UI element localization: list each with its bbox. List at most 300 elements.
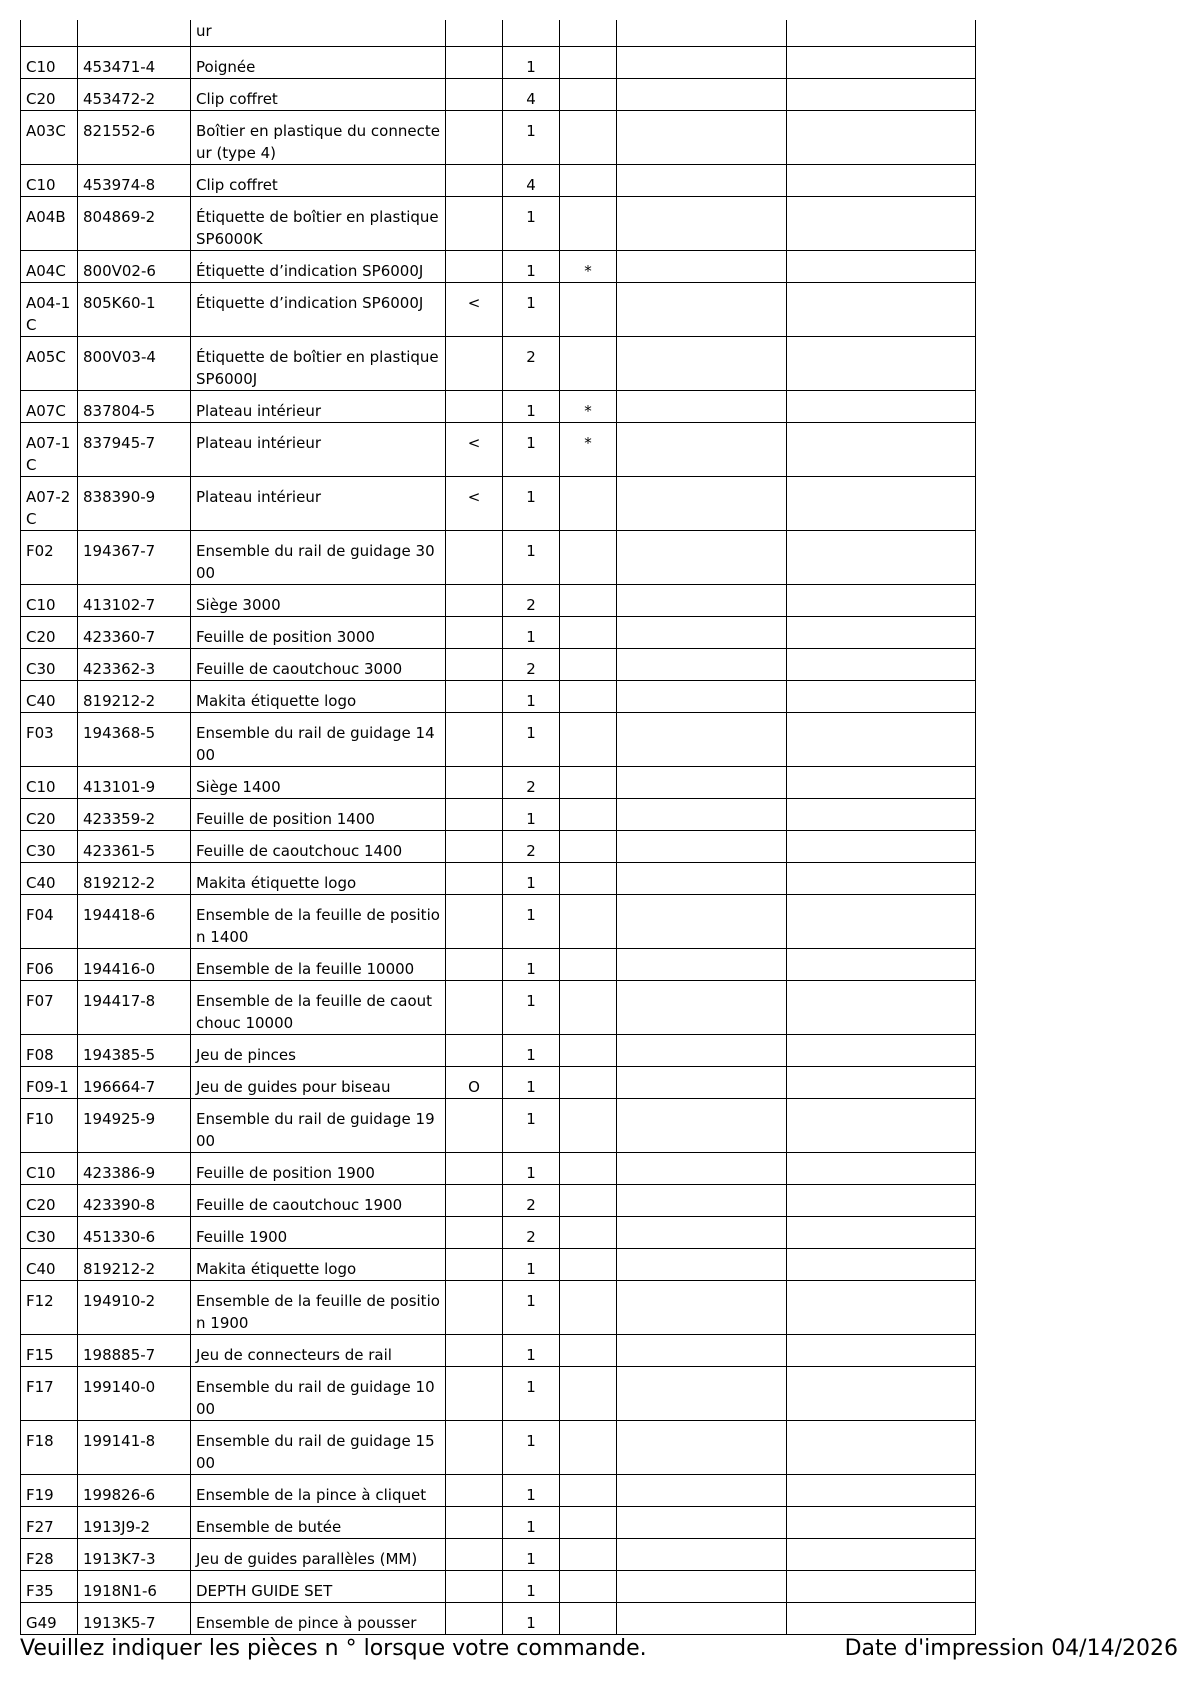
empty-cell: [617, 649, 787, 681]
part-number-cell: 453974-8: [78, 165, 191, 197]
order-instruction: Veuillez indiquer les pièces n ° lorsque votre commande.: [20, 1636, 647, 1661]
table-row: [21, 1335, 976, 1367]
ref-no-cell: F35: [21, 1571, 78, 1603]
note-cell: [560, 617, 617, 649]
ref-no-cell: A04-1C: [21, 283, 78, 337]
empty-cell: [787, 111, 976, 165]
note-cell: [560, 79, 617, 111]
empty-cell: [787, 1153, 976, 1185]
mark-cell: [446, 617, 503, 649]
part-number-cell: 1913K5-7: [78, 1603, 191, 1635]
part-number-cell: 423361-5: [78, 831, 191, 863]
ref-no-cell: F15: [21, 1335, 78, 1367]
table-row: [21, 79, 976, 111]
description-cell: Siège 3000: [191, 585, 446, 617]
empty-cell: [617, 197, 787, 251]
description-cell: Clip coffret: [191, 79, 446, 111]
empty-cell: [617, 799, 787, 831]
part-number-cell: 194385-5: [78, 1035, 191, 1067]
empty-cell: [787, 767, 976, 799]
ref-no-cell: C20: [21, 79, 78, 111]
table-row: [21, 20, 976, 47]
empty-cell: [617, 1249, 787, 1281]
description-cell: Feuille de position 3000: [191, 617, 446, 649]
ref-no-cell: A03C: [21, 111, 78, 165]
description-cell: Jeu de connecteurs de rail: [191, 1335, 446, 1367]
empty-cell: [617, 251, 787, 283]
empty-cell: [617, 1421, 787, 1475]
note-cell: *: [560, 423, 617, 477]
part-number-cell: 194417-8: [78, 981, 191, 1035]
description-cell: Poignée: [191, 47, 446, 79]
description-cell: Plateau intérieur: [191, 477, 446, 531]
part-number-cell: 194367-7: [78, 531, 191, 585]
ref-no-cell: A07-1C: [21, 423, 78, 477]
empty-cell: [617, 681, 787, 713]
table-row: [21, 251, 976, 283]
description-cell: Feuille de position 1400: [191, 799, 446, 831]
quantity-cell: 2: [503, 585, 560, 617]
table-row: [21, 713, 976, 767]
note-cell: [560, 895, 617, 949]
description-cell: Ensemble du rail de guidage 1400: [191, 713, 446, 767]
description-cell: Makita étiquette logo: [191, 681, 446, 713]
note-cell: [560, 713, 617, 767]
empty-cell: [617, 531, 787, 585]
ref-no-cell: C20: [21, 1185, 78, 1217]
part-number-cell: 198885-7: [78, 1335, 191, 1367]
empty-cell: [787, 79, 976, 111]
quantity-cell: 1: [503, 47, 560, 79]
empty-cell: [617, 617, 787, 649]
empty-cell: [617, 47, 787, 79]
ref-no-cell: F28: [21, 1539, 78, 1571]
empty-cell: [787, 799, 976, 831]
part-number-cell: 194925-9: [78, 1099, 191, 1153]
mark-cell: <: [446, 423, 503, 477]
quantity-cell: 2: [503, 649, 560, 681]
quantity-cell: 1: [503, 1067, 560, 1099]
description-cell: Ensemble du rail de guidage 1900: [191, 1099, 446, 1153]
empty-cell: [617, 79, 787, 111]
ref-no-cell: F12: [21, 1281, 78, 1335]
part-number-cell: 423362-3: [78, 649, 191, 681]
empty-cell: [787, 1067, 976, 1099]
ref-no-cell: F03: [21, 713, 78, 767]
empty-cell: [617, 165, 787, 197]
mark-cell: [446, 1185, 503, 1217]
mark-cell: [446, 531, 503, 585]
mark-cell: [446, 681, 503, 713]
mark-cell: [446, 197, 503, 251]
description-cell: Plateau intérieur: [191, 423, 446, 477]
mark-cell: [446, 1153, 503, 1185]
description-cell: Makita étiquette logo: [191, 863, 446, 895]
empty-cell: [787, 585, 976, 617]
quantity-cell: 1: [503, 681, 560, 713]
mark-cell: [446, 165, 503, 197]
quantity-cell: 1: [503, 391, 560, 423]
description-cell: Jeu de guides pour biseau: [191, 1067, 446, 1099]
empty-cell: [617, 863, 787, 895]
parts-table: [20, 20, 976, 1635]
empty-cell: [617, 477, 787, 531]
table-row: [21, 1249, 976, 1281]
ref-no-cell: A04C: [21, 251, 78, 283]
part-number-cell: 413102-7: [78, 585, 191, 617]
table-row: [21, 617, 976, 649]
part-number-cell: 423386-9: [78, 1153, 191, 1185]
part-number-cell: 837945-7: [78, 423, 191, 477]
table-row: [21, 1367, 976, 1421]
quantity-cell: 1: [503, 1281, 560, 1335]
note-cell: [560, 1571, 617, 1603]
note-cell: [560, 1421, 617, 1475]
description-cell: Ensemble du rail de guidage 3000: [191, 531, 446, 585]
note-cell: [560, 949, 617, 981]
note-cell: [560, 337, 617, 391]
mark-cell: [446, 1571, 503, 1603]
note-cell: [560, 283, 617, 337]
mark-cell: [446, 767, 503, 799]
description-cell: DEPTH GUIDE SET: [191, 1571, 446, 1603]
mark-cell: [446, 1475, 503, 1507]
ref-no-cell: F04: [21, 895, 78, 949]
part-number-cell: 805K60-1: [78, 283, 191, 337]
note-cell: [560, 1507, 617, 1539]
empty-cell: [617, 1153, 787, 1185]
empty-cell: [787, 1035, 976, 1067]
ref-no-cell: F18: [21, 1421, 78, 1475]
ref-no-cell: C10: [21, 47, 78, 79]
table-row: [21, 681, 976, 713]
empty-cell: [617, 1035, 787, 1067]
table-row: [21, 863, 976, 895]
empty-cell: [787, 1335, 976, 1367]
quantity-cell: 1: [503, 981, 560, 1035]
quantity-cell: 1: [503, 1335, 560, 1367]
empty-cell: [617, 1281, 787, 1335]
empty-cell: [617, 767, 787, 799]
mark-cell: O: [446, 1067, 503, 1099]
ref-no-cell: C20: [21, 799, 78, 831]
description-cell: Ensemble de la pince à cliquet: [191, 1475, 446, 1507]
mark-cell: [446, 649, 503, 681]
table-row: [21, 1421, 976, 1475]
ref-no-cell: C40: [21, 863, 78, 895]
part-number-cell: 199826-6: [78, 1475, 191, 1507]
description-cell: Makita étiquette logo: [191, 1249, 446, 1281]
description-cell: Siège 1400: [191, 767, 446, 799]
quantity-cell: 1: [503, 197, 560, 251]
table-row: [21, 531, 976, 585]
empty-cell: [617, 1335, 787, 1367]
quantity-cell: 1: [503, 799, 560, 831]
note-cell: [560, 831, 617, 863]
part-number-cell: 199140-0: [78, 1367, 191, 1421]
quantity-cell: 1: [503, 617, 560, 649]
mark-cell: [446, 1603, 503, 1635]
note-cell: [560, 1153, 617, 1185]
ref-no-cell: F02: [21, 531, 78, 585]
ref-no-cell: C10: [21, 165, 78, 197]
description-cell: Ensemble du rail de guidage 1000: [191, 1367, 446, 1421]
empty-cell: [787, 1421, 976, 1475]
quantity-cell: 1: [503, 1475, 560, 1507]
table-row: [21, 1217, 976, 1249]
ref-no-cell: F06: [21, 949, 78, 981]
note-cell: [560, 1217, 617, 1249]
description-cell: Étiquette d’indication SP6000J: [191, 283, 446, 337]
description-cell: Plateau intérieur: [191, 391, 446, 423]
description-cell: Feuille de caoutchouc 1400: [191, 831, 446, 863]
note-cell: [560, 681, 617, 713]
empty-cell: [787, 1099, 976, 1153]
table-row: [21, 1603, 976, 1635]
empty-cell: [787, 477, 976, 531]
description-cell: Feuille de position 1900: [191, 1153, 446, 1185]
quantity-cell: 1: [503, 1099, 560, 1153]
mark-cell: [446, 1249, 503, 1281]
quantity-cell: 4: [503, 165, 560, 197]
quantity-cell: 1: [503, 251, 560, 283]
empty-cell: [787, 1475, 976, 1507]
note-cell: [560, 799, 617, 831]
description-cell: Étiquette de boîtier en plastique SP6000K: [191, 197, 446, 251]
empty-cell: [787, 981, 976, 1035]
quantity-cell: 2: [503, 831, 560, 863]
mark-cell: [446, 1539, 503, 1571]
empty-cell: [617, 423, 787, 477]
part-number-cell: 1918N1-6: [78, 1571, 191, 1603]
empty-cell: [787, 1539, 976, 1571]
quantity-cell: 4: [503, 79, 560, 111]
description-cell: Feuille de caoutchouc 3000: [191, 649, 446, 681]
part-number-cell: 196664-7: [78, 1067, 191, 1099]
print-date: Date d'impression 04/14/2026: [844, 1636, 1178, 1661]
part-number-cell: 451330-6: [78, 1217, 191, 1249]
mark-cell: [446, 1281, 503, 1335]
mark-cell: [446, 47, 503, 79]
empty-cell: [617, 949, 787, 981]
empty-cell: [617, 585, 787, 617]
mark-cell: [446, 1367, 503, 1421]
empty-cell: [617, 1507, 787, 1539]
empty-cell: [617, 337, 787, 391]
empty-cell: [787, 949, 976, 981]
quantity-cell: 1: [503, 1153, 560, 1185]
table-row: [21, 1539, 976, 1571]
part-number-cell: 1913J9-2: [78, 1507, 191, 1539]
empty-cell: [617, 20, 787, 47]
empty-cell: [617, 111, 787, 165]
empty-cell: [617, 1571, 787, 1603]
empty-cell: [787, 1571, 976, 1603]
empty-cell: [787, 1185, 976, 1217]
table-row: [21, 197, 976, 251]
empty-cell: [787, 681, 976, 713]
part-number-cell: 423390-8: [78, 1185, 191, 1217]
note-cell: [560, 1035, 617, 1067]
empty-cell: [787, 713, 976, 767]
part-number-cell: [78, 20, 191, 47]
note-cell: [560, 981, 617, 1035]
description-cell: ur: [191, 20, 446, 47]
ref-no-cell: A07C: [21, 391, 78, 423]
empty-cell: [787, 197, 976, 251]
quantity-cell: 1: [503, 1249, 560, 1281]
empty-cell: [787, 251, 976, 283]
ref-no-cell: C10: [21, 767, 78, 799]
note-cell: [560, 1185, 617, 1217]
mark-cell: [446, 949, 503, 981]
quantity-cell: 1: [503, 1507, 560, 1539]
quantity-cell: 1: [503, 1603, 560, 1635]
note-cell: [560, 1475, 617, 1507]
quantity-cell: 1: [503, 1571, 560, 1603]
part-number-cell: 837804-5: [78, 391, 191, 423]
quantity-cell: 2: [503, 767, 560, 799]
note-cell: [560, 767, 617, 799]
empty-cell: [787, 165, 976, 197]
note-cell: [560, 531, 617, 585]
mark-cell: [446, 20, 503, 47]
note-cell: [560, 1367, 617, 1421]
quantity-cell: 1: [503, 531, 560, 585]
quantity-cell: 1: [503, 1539, 560, 1571]
mark-cell: [446, 981, 503, 1035]
empty-cell: [787, 337, 976, 391]
part-number-cell: 821552-6: [78, 111, 191, 165]
table-row: [21, 283, 976, 337]
mark-cell: [446, 111, 503, 165]
note-cell: [560, 1603, 617, 1635]
table-row: [21, 1475, 976, 1507]
part-number-cell: 800V03-4: [78, 337, 191, 391]
table-row: [21, 1099, 976, 1153]
quantity-cell: 2: [503, 1217, 560, 1249]
empty-cell: [617, 1185, 787, 1217]
description-cell: Étiquette d’indication SP6000J: [191, 251, 446, 283]
mark-cell: [446, 1421, 503, 1475]
note-cell: [560, 165, 617, 197]
empty-cell: [787, 831, 976, 863]
description-cell: Clip coffret: [191, 165, 446, 197]
empty-cell: [617, 831, 787, 863]
note-cell: [560, 1249, 617, 1281]
ref-no-cell: C40: [21, 681, 78, 713]
note-cell: [560, 1281, 617, 1335]
description-cell: Boîtier en plastique du connecte ur (type 4): [191, 111, 446, 165]
ref-no-cell: F10: [21, 1099, 78, 1153]
empty-cell: [617, 713, 787, 767]
table-row: [21, 981, 976, 1035]
empty-cell: [617, 283, 787, 337]
ref-no-cell: C20: [21, 617, 78, 649]
empty-cell: [617, 391, 787, 423]
note-cell: [560, 47, 617, 79]
note-cell: [560, 585, 617, 617]
quantity-cell: 1: [503, 863, 560, 895]
part-number-cell: 800V02-6: [78, 251, 191, 283]
empty-cell: [787, 1249, 976, 1281]
table-row: [21, 949, 976, 981]
description-cell: Ensemble de la feuille de position 1400: [191, 895, 446, 949]
ref-no-cell: F09-1: [21, 1067, 78, 1099]
ref-no-cell: A04B: [21, 197, 78, 251]
empty-cell: [617, 1099, 787, 1153]
mark-cell: [446, 863, 503, 895]
empty-cell: [787, 531, 976, 585]
mark-cell: [446, 1217, 503, 1249]
table-row: [21, 649, 976, 681]
ref-no-cell: F17: [21, 1367, 78, 1421]
empty-cell: [787, 47, 976, 79]
part-number-cell: 413101-9: [78, 767, 191, 799]
table-row: [21, 423, 976, 477]
empty-cell: [787, 1367, 976, 1421]
empty-cell: [787, 617, 976, 649]
table-row: [21, 165, 976, 197]
note-cell: [560, 1539, 617, 1571]
description-cell: Ensemble du rail de guidage 1500: [191, 1421, 446, 1475]
part-number-cell: 838390-9: [78, 477, 191, 531]
ref-no-cell: G49: [21, 1603, 78, 1635]
note-cell: [560, 20, 617, 47]
quantity-cell: 1: [503, 1367, 560, 1421]
description-cell: Feuille 1900: [191, 1217, 446, 1249]
quantity-cell: 1: [503, 423, 560, 477]
note-cell: *: [560, 391, 617, 423]
part-number-cell: 194910-2: [78, 1281, 191, 1335]
empty-cell: [617, 1603, 787, 1635]
mark-cell: [446, 1099, 503, 1153]
ref-no-cell: C40: [21, 1249, 78, 1281]
note-cell: *: [560, 251, 617, 283]
part-number-cell: 819212-2: [78, 1249, 191, 1281]
empty-cell: [787, 1281, 976, 1335]
empty-cell: [787, 20, 976, 47]
ref-no-cell: F08: [21, 1035, 78, 1067]
note-cell: [560, 1335, 617, 1367]
empty-cell: [617, 895, 787, 949]
ref-no-cell: F07: [21, 981, 78, 1035]
table-row: [21, 337, 976, 391]
note-cell: [560, 1099, 617, 1153]
description-cell: Étiquette de boîtier en plastique SP6000J: [191, 337, 446, 391]
note-cell: [560, 111, 617, 165]
quantity-cell: 1: [503, 1421, 560, 1475]
table-row: [21, 391, 976, 423]
description-cell: Jeu de guides parallèles (MM): [191, 1539, 446, 1571]
empty-cell: [617, 1217, 787, 1249]
note-cell: [560, 649, 617, 681]
ref-no-cell: C30: [21, 649, 78, 681]
empty-cell: [617, 1367, 787, 1421]
quantity-cell: 1: [503, 949, 560, 981]
description-cell: Ensemble de la feuille de caoutchouc 10000: [191, 981, 446, 1035]
empty-cell: [787, 1603, 976, 1635]
empty-cell: [787, 391, 976, 423]
part-number-cell: 423360-7: [78, 617, 191, 649]
note-cell: [560, 197, 617, 251]
mark-cell: [446, 1335, 503, 1367]
quantity-cell: 2: [503, 1185, 560, 1217]
table-row: [21, 585, 976, 617]
mark-cell: <: [446, 477, 503, 531]
empty-cell: [617, 1539, 787, 1571]
empty-cell: [787, 1217, 976, 1249]
